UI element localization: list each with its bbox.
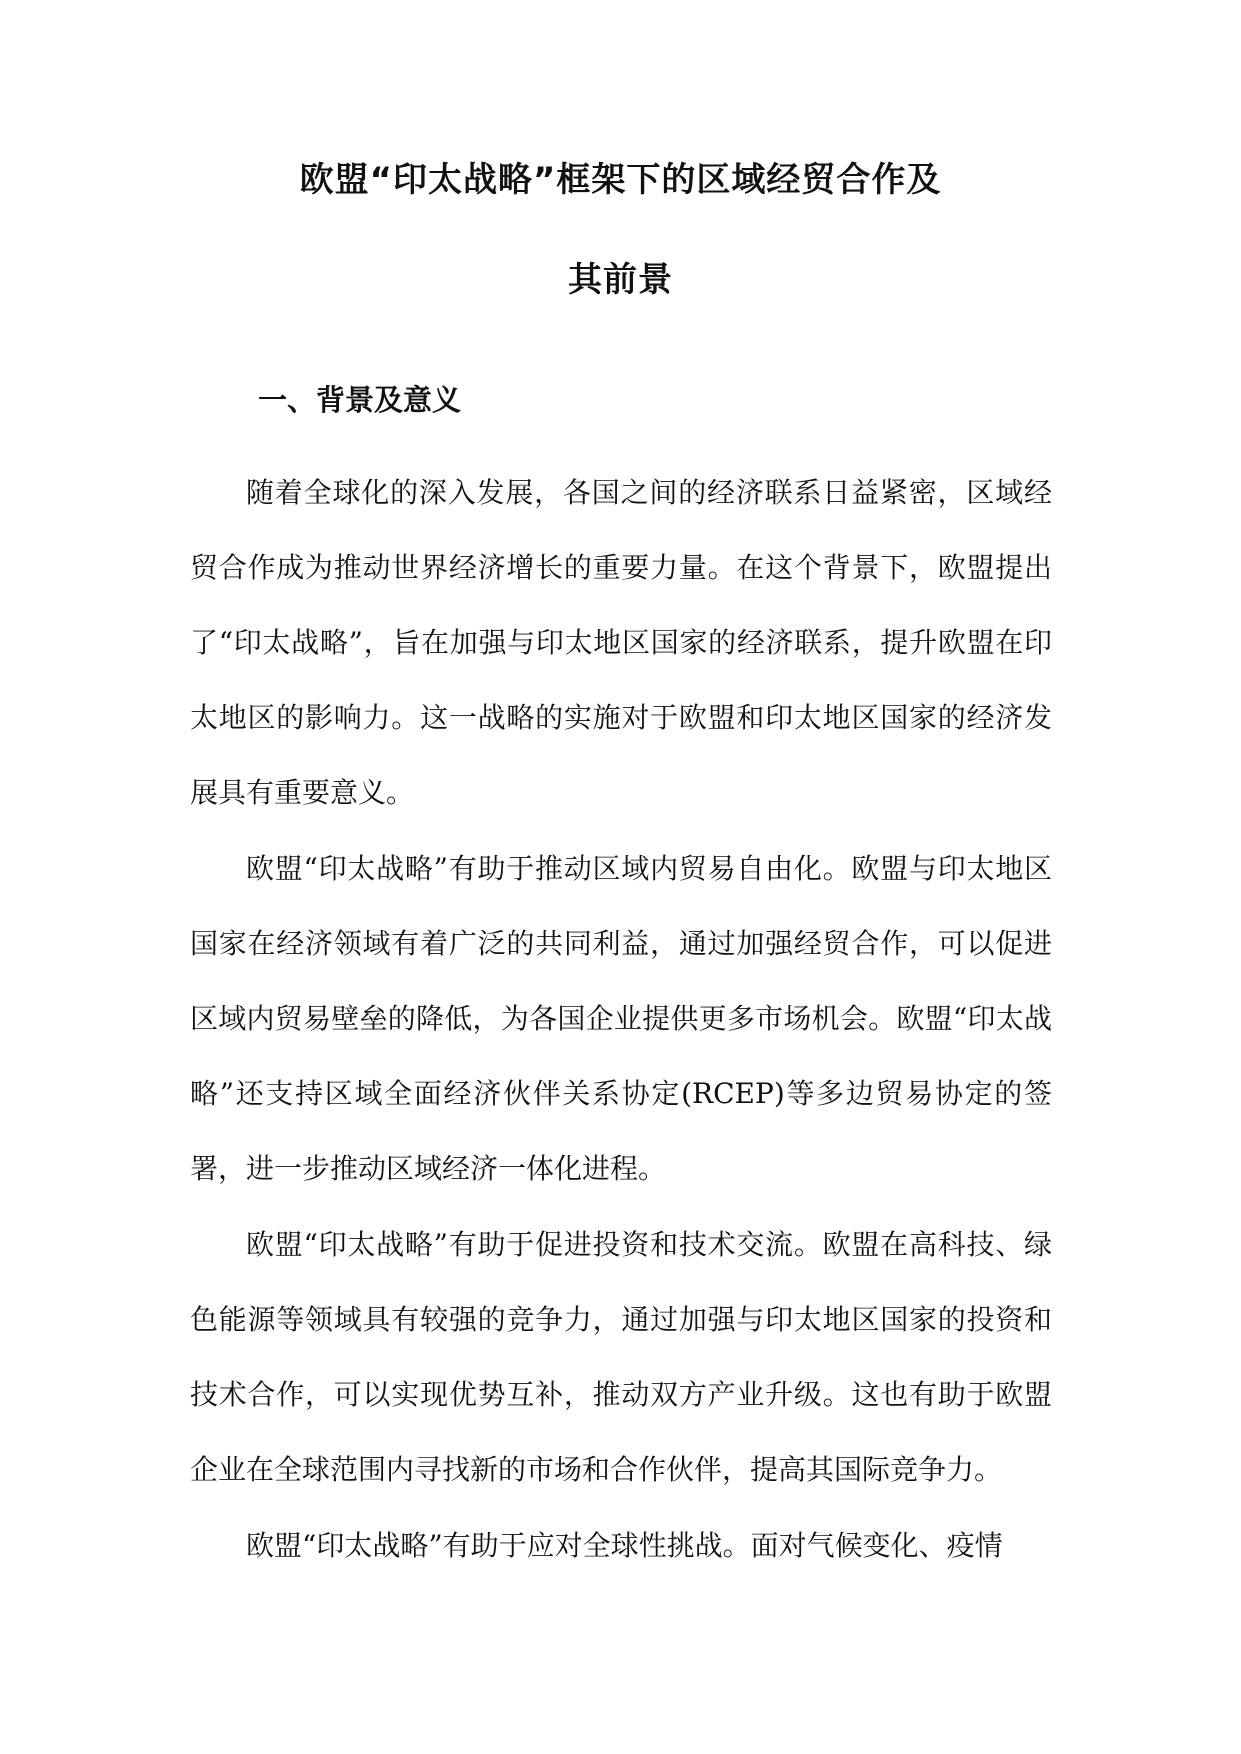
paragraph-1: 随着全球化的深入发展，各国之间的经济联系日益紧密，区域经贸合作成为推动世界经济增长的重要力量。在这个背景下，欧盟提出了“印太战略”，旨在加强与印太地区国家的经济联系，提升欧盟在印太地区的影响力。这一战略的实施对于欧盟和印太地区国家的经济发展具有重要意义。 <box>190 476 1052 809</box>
paragraph-3: 欧盟“印太战略”有助于促进投资和技术交流。欧盟在高科技、绿色能源等领域具有较强的竞争力，通过加强与印太地区国家的投资和技术合作，可以实现优势互补，推动双方产业升级。这也有助于欧盟企业在全球范围内寻找新的市场和合作伙伴，提高其国际竞争力。 <box>190 1228 1052 1486</box>
document-title-line-1: 欧盟“印太战略”框架下的区域经贸合作及 <box>299 160 942 200</box>
paragraph-4: 欧盟“印太战略”有助于应对全球性挑战。面对气候变化、疫情 <box>246 1529 1003 1562</box>
paragraph-2: 欧盟“印太战略”有助于推动区域内贸易自由化。欧盟与印太地区国家在经济领域有着广泛的共同利益，通过加强经贸合作，可以促进区域内贸易壁垒的降低，为各国企业提供更多市场机会。欧盟“印太战略”还支持区域全面经济伙伴关系协定(RCEP)等多边贸易协定的签署，进一步推动区域经济一体化进程。 <box>190 852 1052 1185</box>
section-heading: 一、背景及意义 <box>258 383 462 417</box>
document-title-line-2: 其前景 <box>568 260 673 300</box>
